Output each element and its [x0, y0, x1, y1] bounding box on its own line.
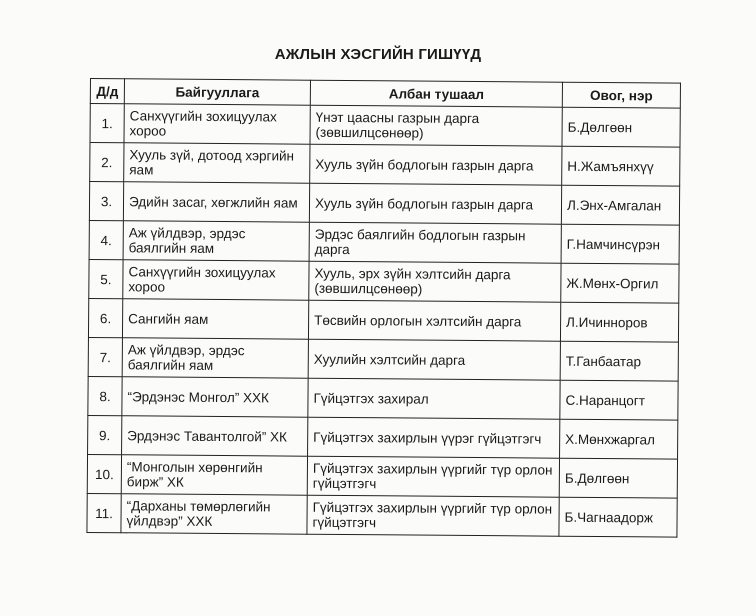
row-name: Т.Ганбаатар: [560, 341, 678, 381]
row-organization: Аж үйлдвэр, эрдэс баялгийн яам: [123, 221, 309, 261]
row-position: Хууль зүйн бодлогын газрын дарга: [310, 144, 562, 185]
row-name: Б.Чагнаадорж: [559, 497, 677, 537]
row-organization: “Дарханы төмөрлөгийн үйлдвэр” ХХК: [121, 494, 307, 534]
row-number: 11.: [87, 493, 121, 532]
row-position: Төсвийн орлогын хэлтсийн дарга: [308, 300, 560, 341]
row-position: Гүйцэтгэх захирлын үүрэг гүйцэтгэгч: [308, 417, 560, 458]
document-title: АЖЛЫН ХЭСГИЙН ГИШҮҮД: [274, 46, 482, 63]
row-name: Г.Намчинсүрэн: [561, 224, 679, 264]
row-number: 6.: [88, 298, 122, 337]
table-row: [88, 337, 678, 381]
row-number: 5.: [89, 259, 123, 298]
row-name: Х.Мөнхжаргал: [560, 419, 678, 459]
row-number: 7.: [88, 337, 122, 376]
row-number: 1.: [90, 104, 124, 143]
row-position: Гүйцэтгэх захирлын үүргийг түр орлон гүйцэтгэгч: [307, 456, 559, 497]
row-name: Ж.Мөнх-Оргил: [561, 263, 679, 303]
row-name: С.Наранцогт: [560, 380, 678, 420]
row-organization: Эрдэнэс Тавантолгой” ХК: [122, 416, 308, 456]
row-name: Н.Жамъянхүү: [562, 146, 680, 186]
row-organization: Санхүүгийн зохицуулах хороо: [123, 260, 309, 300]
row-position: Үнэт цаасны газрын дарга (зөвшилцсөнөөр): [310, 105, 562, 146]
row-name: Л.Энх-Амгалан: [561, 185, 679, 225]
table-row: [89, 182, 679, 226]
row-position: Хууль, эрх зүйн хэлтсийн дарга (зөвшилцсөнөөр): [309, 261, 561, 302]
header-organization: Байгууллага: [124, 79, 310, 105]
row-organization: Сангийн яам: [122, 299, 308, 339]
header-position: Албан тушаал: [310, 80, 562, 107]
row-position: Хууль зүйн бодлогын газрын дарга: [309, 183, 561, 224]
table-row: [87, 493, 677, 537]
row-organization: Аж үйлдвэр, эрдэс баялгийн яам: [122, 338, 308, 378]
row-number: 8.: [88, 376, 122, 415]
row-number: 4.: [89, 220, 123, 259]
row-name: Б.Дөлгөөн: [562, 107, 680, 147]
row-position: Гүйцэтгэх захирлын үүргийг түр орлон гүйцэтгэгч: [307, 495, 559, 536]
table-row: [89, 259, 679, 303]
row-number: 3.: [89, 182, 123, 221]
table-row: [89, 220, 679, 264]
row-position: Хуулийн хэлтсийн дарга: [308, 339, 560, 380]
table-row: [88, 376, 678, 420]
row-number: 2.: [90, 143, 124, 182]
table-row: [88, 415, 678, 459]
row-organization: “Эрдэнэс Монгол” ХХК: [122, 377, 308, 417]
row-name: Б.Дөлгөөн: [559, 458, 677, 498]
row-organization: Эдийн засаг, хөгжлийн яам: [123, 182, 309, 222]
table-row: [87, 454, 677, 498]
members-table: [86, 78, 681, 538]
row-name: Л.Ичинноров: [560, 302, 678, 342]
row-organization: “Монголын хөрөнгийн бирж” ХК: [121, 455, 307, 495]
row-organization: Хууль зүй, дотоод хэргийн яам: [124, 143, 310, 183]
row-position: Гүйцэтгэх захирал: [308, 378, 560, 419]
row-number: 10.: [87, 454, 121, 493]
table-row: [88, 298, 678, 342]
row-number: 9.: [88, 415, 122, 454]
header-number: Д/д: [90, 79, 124, 104]
header-name: Овог, нэр: [562, 82, 680, 108]
table-row: [90, 104, 680, 148]
row-position: Эрдэс баялгийн бодлогын газрын дарга: [309, 222, 561, 263]
row-organization: Санхүүгийн зохицуулах хороо: [124, 104, 310, 144]
table-row: [90, 143, 680, 187]
